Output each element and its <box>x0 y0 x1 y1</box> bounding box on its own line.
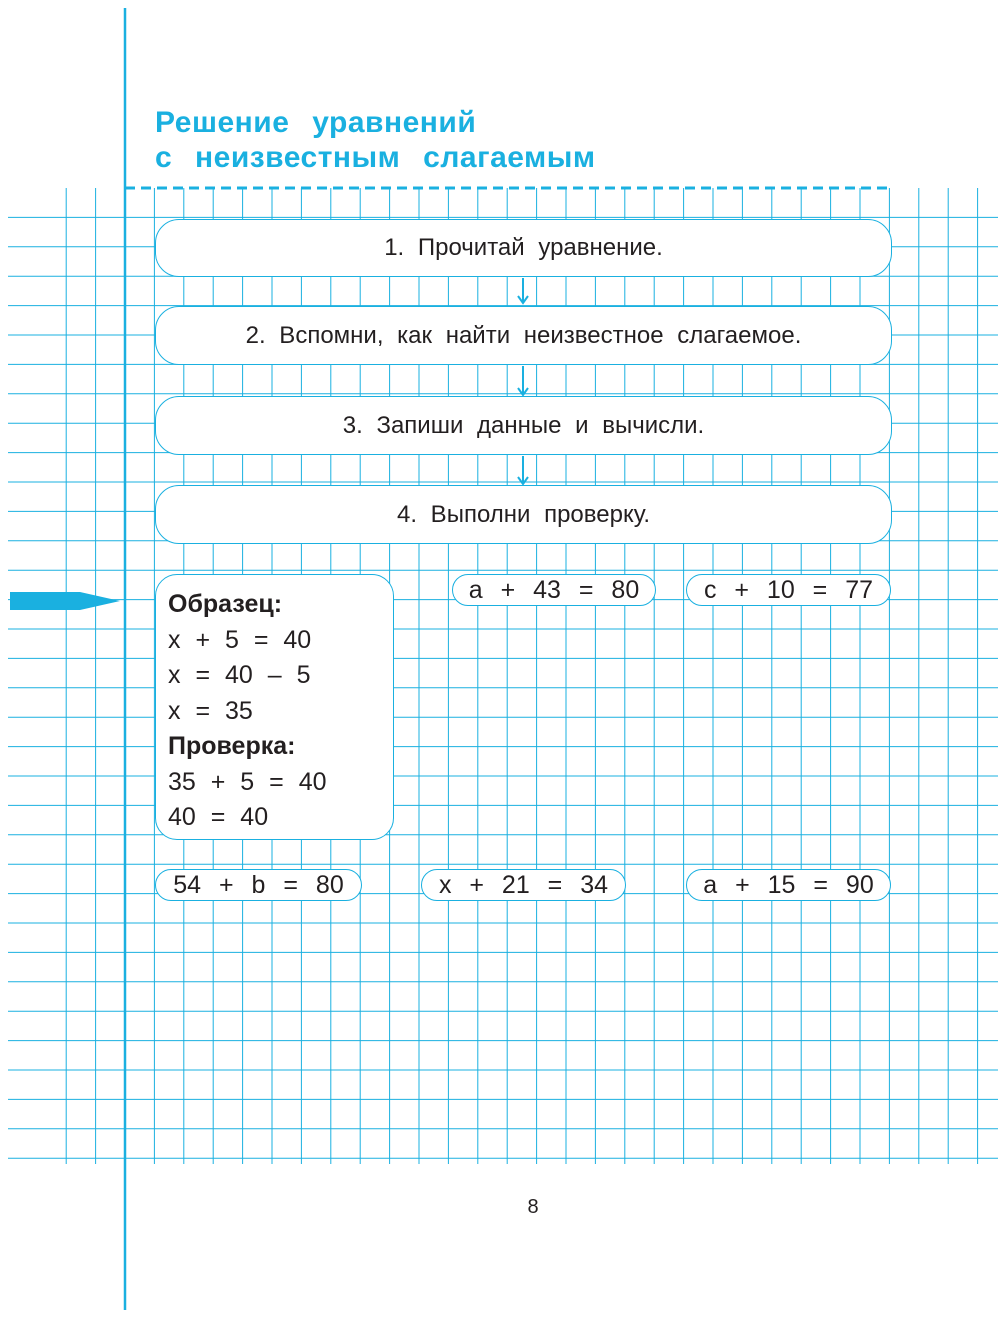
check-line: 35 + 5 = 40 <box>168 767 327 796</box>
equation-text: x + 21 = 34 <box>438 870 609 899</box>
step-1-box <box>155 219 892 277</box>
equation-pill <box>155 869 362 901</box>
page-subtitle: с неизвестным слагаемым <box>155 141 596 174</box>
sample-line: x + 5 = 40 <box>168 625 312 654</box>
step-3-box <box>155 396 892 455</box>
step-2-box <box>155 306 892 365</box>
step-label: 1. Прочитай уравнение. <box>384 234 663 261</box>
equation-pill <box>686 574 891 606</box>
check-heading: Проверка: <box>168 732 296 760</box>
equation-pill <box>686 869 891 901</box>
step-label: 3. Запиши данные и вычисли. <box>342 411 705 439</box>
equation-text: a + 15 = 90 <box>703 870 874 899</box>
step-label: 2. Вспомни, как найти неизвестное слагаемое. <box>245 321 802 349</box>
pointer-arrow-icon <box>10 592 120 610</box>
down-arrow-icon <box>518 366 528 395</box>
equation-text: a + 43 = 80 <box>468 575 640 604</box>
down-arrow-icon <box>518 278 528 303</box>
equation-pill <box>452 574 656 606</box>
sample-line: x = 35 <box>168 696 253 725</box>
page-number: 8 <box>527 1196 539 1218</box>
down-arrow-icon <box>518 456 528 484</box>
page-title: Решение уравнений <box>155 106 477 139</box>
step-label: 4. Выполни проверку. <box>397 500 650 528</box>
sample-box <box>155 574 394 840</box>
equation-pill <box>421 869 626 901</box>
step-4-box <box>155 485 892 544</box>
check-line: 40 = 40 <box>168 803 269 831</box>
equation-text: 54 + b = 80 <box>173 870 344 899</box>
equation-text: c + 10 = 77 <box>703 575 874 604</box>
sample-heading: Образец: <box>168 590 283 618</box>
sample-line: x = 40 – 5 <box>168 661 311 689</box>
